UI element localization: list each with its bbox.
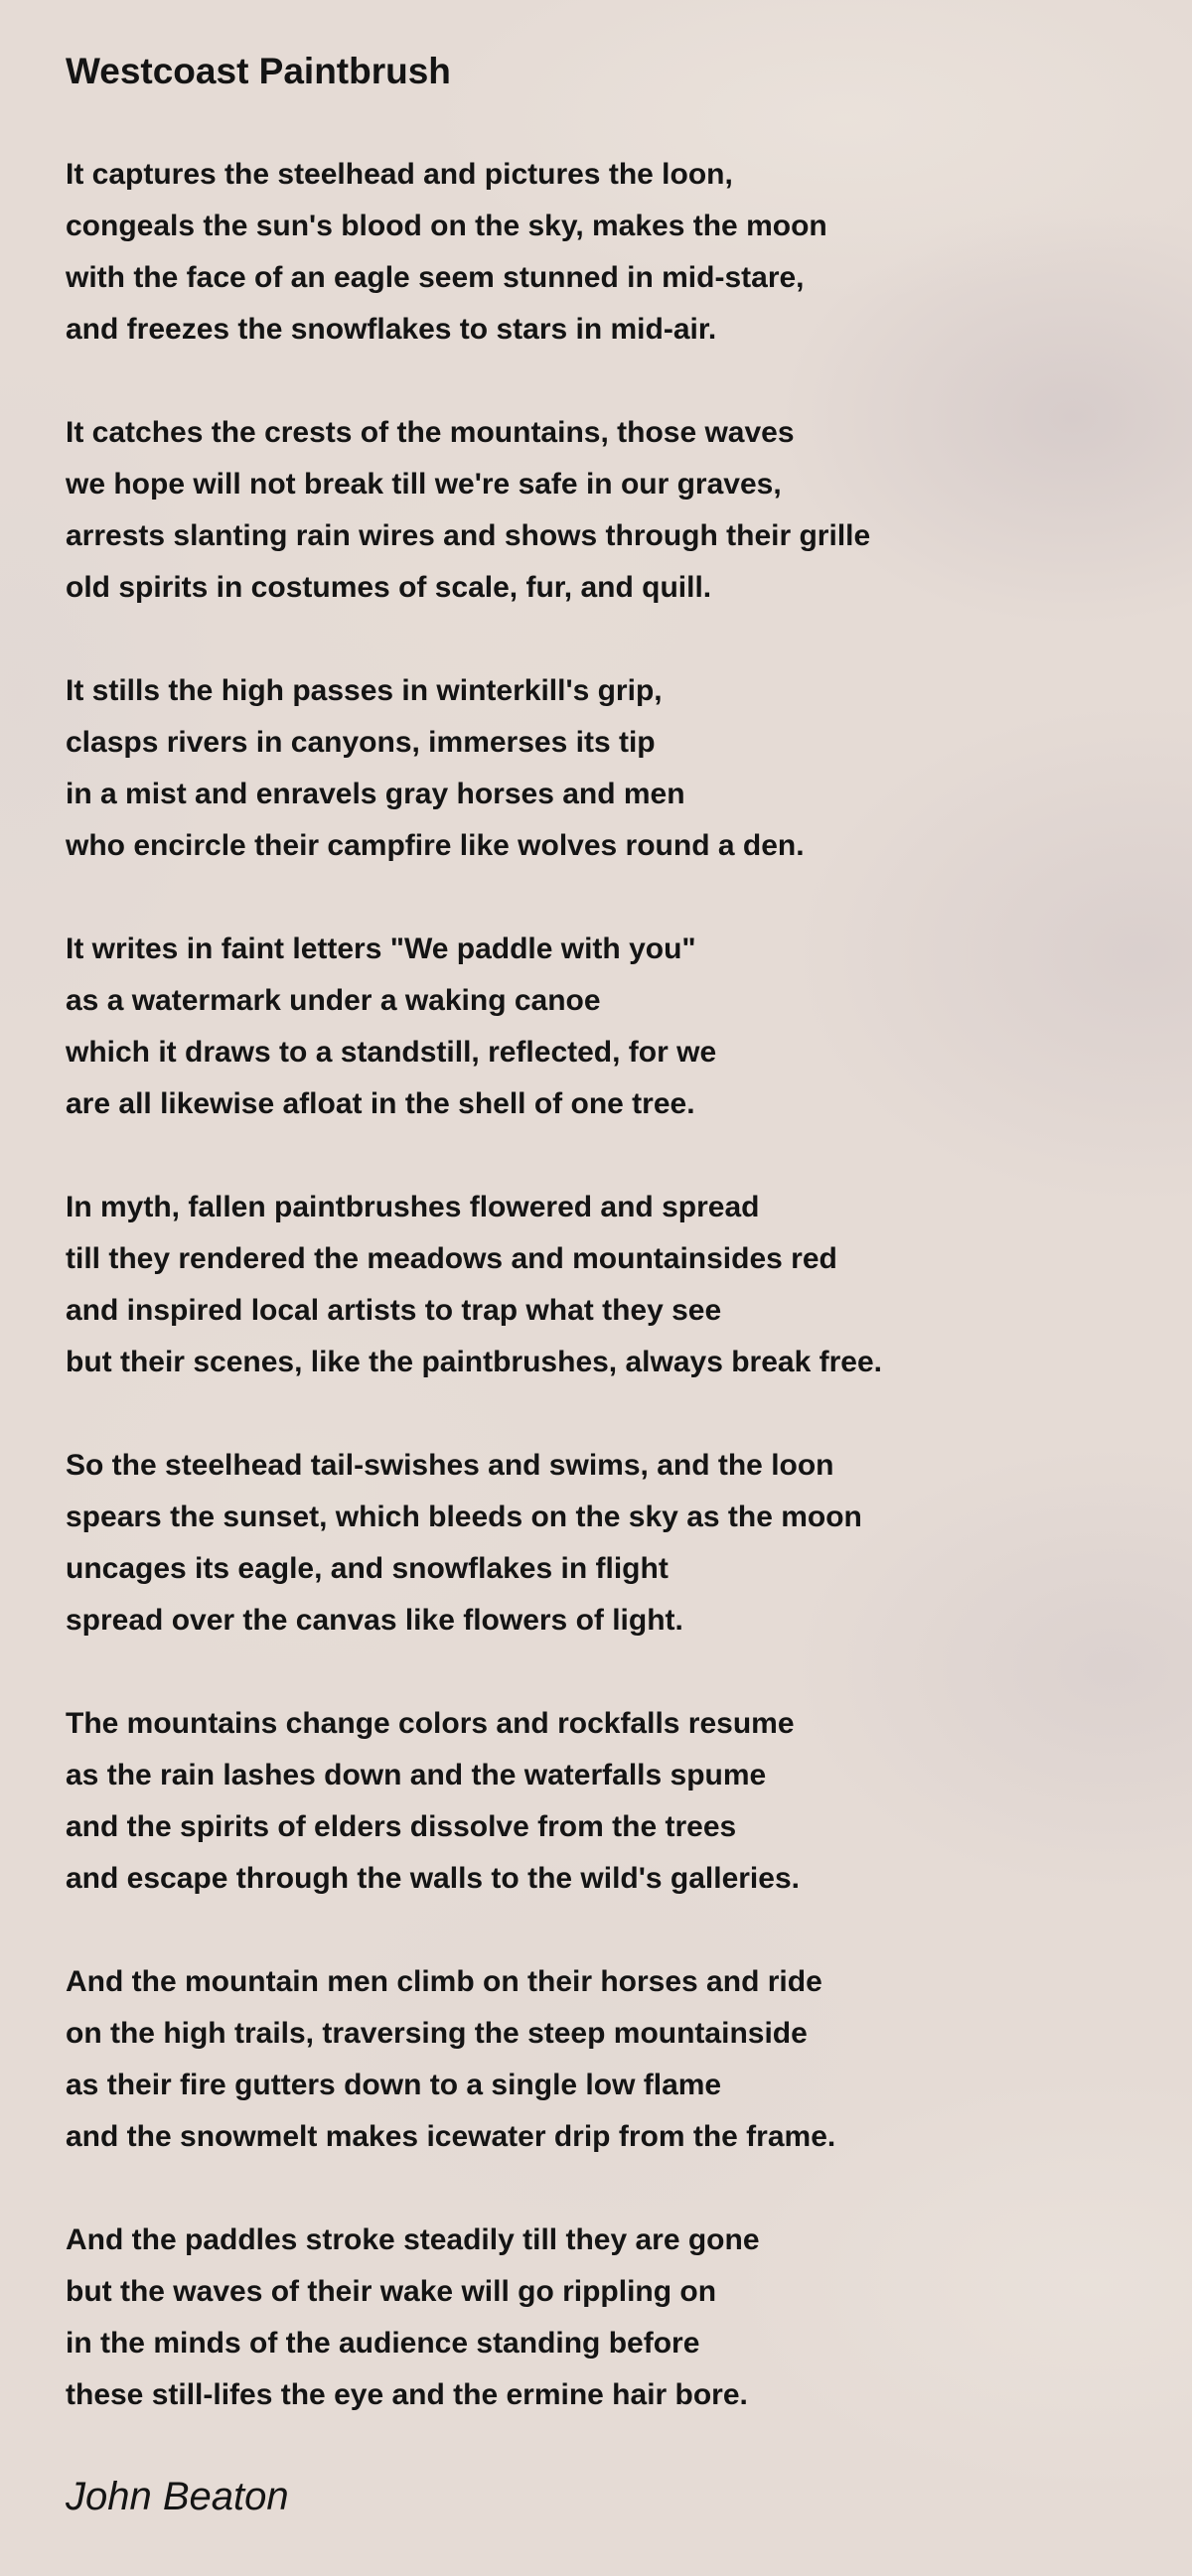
poem-line: And the paddles stroke steadily till they are gone: [66, 2223, 760, 2256]
poem-line: clasps rivers in canyons, immerses its tip: [66, 726, 656, 759]
poem-line: old spirits in costumes of scale, fur, and quill.: [66, 571, 712, 604]
poem-title: Westcoast Paintbrush: [66, 51, 451, 91]
stanza-1: [66, 149, 1113, 356]
poem-line: and escape through the walls to the wild's galleries.: [66, 1862, 800, 1895]
poem-line: in a mist and enravels gray horses and men: [66, 778, 685, 810]
poem-line: till they rendered the meadows and mountainsides red: [66, 1242, 837, 1275]
stanza-4: [66, 924, 1113, 1130]
poem-line: In myth, fallen paintbrushes flowered and spread: [66, 1191, 760, 1223]
stanza-3: [66, 665, 1113, 872]
poem-line: as their fire gutters down to a single low flame: [66, 2069, 722, 2101]
poem-line: who encircle their campfire like wolves round a den.: [66, 829, 805, 862]
poem-body: [66, 149, 1113, 2421]
stanza-5: [66, 1182, 1113, 1388]
poem-line: And the mountain men climb on their horses and ride: [66, 1965, 822, 1998]
poem-line: It catches the crests of the mountains, those waves: [66, 416, 795, 449]
poem-line: as the rain lashes down and the waterfalls spume: [66, 1759, 767, 1791]
stanza-2: [66, 407, 1113, 614]
poem-line: arrests slanting rain wires and shows through their grille: [66, 519, 871, 552]
poem-author: John Beaton: [66, 2475, 289, 2518]
poem-line: but their scenes, like the paintbrushes, always break free.: [66, 1346, 882, 1378]
poem-line: congeals the sun's blood on the sky, makes the moon: [66, 210, 827, 242]
poem-line: So the steelhead tail-swishes and swims, and the loon: [66, 1449, 834, 1482]
poem-line: and freezes the snowflakes to stars in mid-air.: [66, 313, 717, 346]
stanza-7: [66, 1698, 1113, 1905]
stanza-9: [66, 2215, 1113, 2421]
poem-line: we hope will not break till we're safe in our graves,: [66, 468, 782, 501]
poem-line: spears the sunset, which bleeds on the sky as the moon: [66, 1501, 862, 1533]
poem-line: uncages its eagle, and snowflakes in flight: [66, 1552, 669, 1585]
poem-line: these still-lifes the eye and the ermine hair bore.: [66, 2378, 748, 2411]
poem-line: are all likewise afloat in the shell of one tree.: [66, 1087, 695, 1120]
poem-line: and inspired local artists to trap what they see: [66, 1294, 722, 1327]
stanza-8: [66, 1956, 1113, 2163]
poem-line: which it draws to a standstill, reflected, for we: [66, 1036, 717, 1069]
poem-line: with the face of an eagle seem stunned in mid-stare,: [66, 261, 805, 294]
poem-line: spread over the canvas like flowers of light.: [66, 1604, 683, 1637]
poem-line: as a watermark under a waking canoe: [66, 984, 601, 1017]
poem-line: and the snowmelt makes icewater drip from the frame.: [66, 2120, 836, 2153]
poem-line: and the spirits of elders dissolve from the trees: [66, 1810, 737, 1843]
poem-line: It writes in faint letters "We paddle with you": [66, 932, 696, 965]
poem-line: It stills the high passes in winterkill's grip,: [66, 674, 663, 707]
poem-line: on the high trails, traversing the steep mountainside: [66, 2017, 808, 2050]
stanza-6: [66, 1440, 1113, 1646]
poem-line: It captures the steelhead and pictures the loon,: [66, 158, 733, 191]
poem-line: but the waves of their wake will go rippling on: [66, 2275, 717, 2308]
poem-line: The mountains change colors and rockfalls resume: [66, 1707, 795, 1740]
poem-line: in the minds of the audience standing before: [66, 2327, 700, 2360]
